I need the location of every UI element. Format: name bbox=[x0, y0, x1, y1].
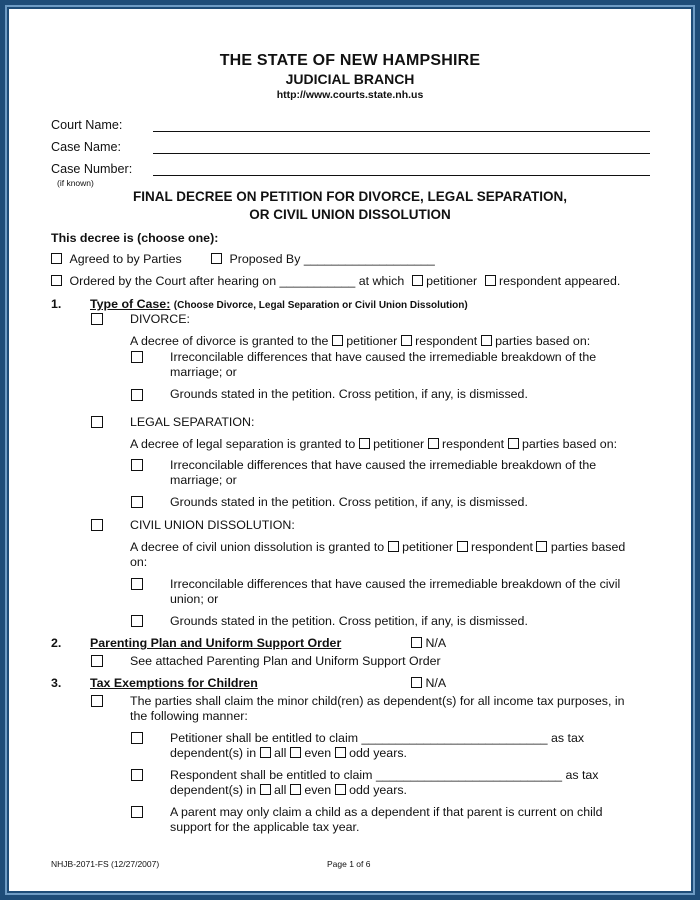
legal-granted-row bbox=[130, 437, 617, 451]
tax-claim-text2: the following manner: bbox=[130, 709, 248, 723]
parent-current-text2: support for the applicable tax year. bbox=[170, 820, 360, 834]
civil-petitioner-checkbox[interactable] bbox=[388, 541, 399, 552]
legal-petitioner-label: petitioner bbox=[373, 437, 425, 451]
appeared-respondent-checkbox[interactable] bbox=[485, 275, 496, 286]
legal-granted-text: A decree of legal separation is granted to bbox=[130, 437, 356, 451]
court-name-label: Court Name: bbox=[51, 118, 123, 132]
section-3-heading: Tax Exemptions for Children bbox=[90, 676, 258, 690]
legal-separation-label: LEGAL SEPARATION: bbox=[130, 415, 255, 429]
petitioner-claim-text: Petitioner shall be entitled to claim ___________________________ as tax bbox=[170, 731, 585, 745]
appeared-respondent-label: respondent appeared. bbox=[499, 274, 621, 288]
legal-irreconcilable-text2: marriage; or bbox=[170, 473, 237, 487]
respondent-even-label: even bbox=[304, 783, 332, 797]
court-url: http://www.courts.state.nh.us bbox=[276, 89, 424, 101]
civil-union-checkbox[interactable] bbox=[91, 519, 103, 531]
civil-irreconcilable-checkbox[interactable] bbox=[131, 578, 143, 590]
proposed-checkbox[interactable] bbox=[211, 253, 222, 264]
section-3-na-row bbox=[411, 676, 446, 690]
divorce-grounds-checkbox[interactable] bbox=[131, 389, 143, 401]
section-1-heading: Type of Case: bbox=[90, 297, 171, 311]
respondent-all-checkbox[interactable] bbox=[260, 784, 271, 795]
section-3-number: 3. bbox=[51, 676, 62, 690]
petitioner-odd-label: odd years. bbox=[349, 746, 407, 760]
civil-irreconcilable-text2: union; or bbox=[170, 592, 219, 606]
section-2-number: 2. bbox=[51, 636, 62, 650]
petitioner-odd-checkbox[interactable] bbox=[335, 747, 346, 758]
civil-granted-row bbox=[130, 540, 625, 554]
divorce-irreconcilable-checkbox[interactable] bbox=[131, 351, 143, 363]
document-page bbox=[9, 9, 691, 891]
legal-parties-label: parties based on: bbox=[521, 437, 618, 451]
respondent-claim-text: Respondent shall be entitled to claim ___________________________ as tax bbox=[170, 768, 599, 782]
legal-respondent-label: respondent bbox=[442, 437, 505, 451]
section-1-number: 1. bbox=[51, 297, 62, 311]
case-number-label: Case Number: bbox=[51, 162, 133, 176]
civil-grounds-text: Grounds stated in the petition. Cross petition, if any, is dismissed. bbox=[170, 614, 528, 628]
case-name-label: Case Name: bbox=[51, 140, 121, 154]
appeared-petitioner-label: petitioner bbox=[426, 274, 478, 288]
civil-parties-checkbox[interactable] bbox=[536, 541, 547, 552]
legal-grounds-checkbox[interactable] bbox=[131, 496, 143, 508]
ordered-checkbox[interactable] bbox=[51, 275, 62, 286]
decree-title-line1: FINAL DECREE ON PETITION FOR DIVORCE, LEGAL SEPARATION, bbox=[132, 189, 568, 204]
decree-proposed-row bbox=[211, 252, 435, 266]
decree-ordered-row bbox=[51, 274, 620, 288]
respondent-years-row bbox=[170, 783, 407, 797]
civil-granted-on: on: bbox=[130, 555, 148, 569]
form-number: NHJB-2071-FS (12/27/2007) bbox=[51, 859, 160, 869]
petitioner-claim-checkbox[interactable] bbox=[131, 732, 143, 744]
tax-claim-text1: The parties shall claim the minor child(ren) as dependent(s) for all income tax purposes, in bbox=[130, 694, 625, 708]
section-2-na-label: N/A bbox=[425, 636, 447, 650]
petitioner-all-label: all bbox=[274, 746, 287, 760]
parenting-plan-checkbox[interactable] bbox=[91, 655, 103, 667]
divorce-respondent-label: respondent bbox=[415, 334, 478, 348]
agreed-checkbox[interactable] bbox=[51, 253, 62, 264]
legal-irreconcilable-checkbox[interactable] bbox=[131, 459, 143, 471]
legal-grounds-text: Grounds stated in the petition. Cross petition, if any, is dismissed. bbox=[170, 495, 528, 509]
petitioner-all-checkbox[interactable] bbox=[260, 747, 271, 758]
divorce-parties-checkbox[interactable] bbox=[481, 335, 492, 346]
state-title: THE STATE OF NEW HAMPSHIRE bbox=[219, 52, 481, 69]
page-number: Page 1 of 6 bbox=[327, 859, 371, 869]
tax-claim-checkbox[interactable] bbox=[91, 695, 103, 707]
case-name-field[interactable] bbox=[153, 153, 650, 154]
petitioner-even-label: even bbox=[304, 746, 332, 760]
court-name-field[interactable] bbox=[153, 131, 650, 132]
decree-agreed-row bbox=[51, 252, 182, 266]
branch-title: JUDICIAL BRANCH bbox=[285, 71, 415, 87]
civil-granted-text: A decree of civil union dissolution is granted to bbox=[130, 540, 385, 554]
respondent-claim-checkbox[interactable] bbox=[131, 769, 143, 781]
respondent-odd-checkbox[interactable] bbox=[335, 784, 346, 795]
if-known-note: (if known) bbox=[57, 178, 94, 188]
respondent-even-checkbox[interactable] bbox=[290, 784, 301, 795]
civil-respondent-checkbox[interactable] bbox=[457, 541, 468, 552]
section-2-heading: Parenting Plan and Uniform Support Order bbox=[90, 636, 342, 650]
parenting-plan-text: See attached Parenting Plan and Uniform Support Order bbox=[130, 654, 441, 668]
ordered-label: Ordered by the Court after hearing on ___________ at which bbox=[69, 274, 405, 288]
legal-petitioner-checkbox[interactable] bbox=[359, 438, 370, 449]
divorce-petitioner-label: petitioner bbox=[346, 334, 398, 348]
civil-respondent-label: respondent bbox=[470, 540, 533, 554]
section-2-na-checkbox[interactable] bbox=[411, 637, 422, 648]
legal-parties-checkbox[interactable] bbox=[508, 438, 519, 449]
divorce-label: DIVORCE: bbox=[130, 312, 190, 326]
divorce-granted-row bbox=[130, 334, 590, 348]
petitioner-dependent-text: dependent(s) in bbox=[170, 746, 257, 760]
legal-respondent-checkbox[interactable] bbox=[428, 438, 439, 449]
section-1-heading-row bbox=[90, 297, 468, 311]
divorce-granted-text: A decree of divorce is granted to the bbox=[130, 334, 329, 348]
civil-grounds-checkbox[interactable] bbox=[131, 615, 143, 627]
respondent-dependent-text: dependent(s) in bbox=[170, 783, 257, 797]
divorce-checkbox[interactable] bbox=[91, 313, 103, 325]
divorce-irreconcilable-text2: marriage; or bbox=[170, 365, 237, 379]
divorce-respondent-checkbox[interactable] bbox=[401, 335, 412, 346]
divorce-petitioner-checkbox[interactable] bbox=[332, 335, 343, 346]
respondent-all-label: all bbox=[274, 783, 287, 797]
civil-irreconcilable-text1: Irreconcilable differences that have caused the irremediable breakdown of the civil bbox=[170, 577, 621, 591]
agreed-label: Agreed to by Parties bbox=[69, 252, 182, 266]
section-2-na-row bbox=[411, 636, 446, 650]
legal-separation-checkbox[interactable] bbox=[91, 416, 103, 428]
respondent-odd-label: odd years. bbox=[349, 783, 407, 797]
parent-current-text1: A parent may only claim a child as a dependent if that parent is current on child bbox=[170, 805, 603, 819]
appeared-petitioner-checkbox[interactable] bbox=[412, 275, 423, 286]
parent-current-checkbox[interactable] bbox=[131, 806, 143, 818]
divorce-grounds-text: Grounds stated in the petition. Cross petition, if any, is dismissed. bbox=[170, 387, 528, 401]
civil-union-label: CIVIL UNION DISSOLUTION: bbox=[130, 518, 295, 532]
decree-heading: This decree is (choose one): bbox=[51, 231, 219, 245]
decree-title-line2: OR CIVIL UNION DISSOLUTION bbox=[249, 207, 451, 222]
civil-petitioner-label: petitioner bbox=[402, 540, 454, 554]
section-3-na-label: N/A bbox=[425, 676, 447, 690]
section-1-note: (Choose Divorce, Legal Separation or Civil Union Dissolution) bbox=[173, 300, 468, 311]
petitioner-even-checkbox[interactable] bbox=[290, 747, 301, 758]
divorce-irreconcilable-text1: Irreconcilable differences that have caused the irremediable breakdown of the bbox=[170, 350, 597, 364]
proposed-label: Proposed By ___________________ bbox=[229, 252, 435, 266]
case-number-field[interactable] bbox=[153, 175, 650, 176]
petitioner-years-row bbox=[170, 746, 407, 760]
legal-irreconcilable-text1: Irreconcilable differences that have caused the irremediable breakdown of the bbox=[170, 458, 597, 472]
civil-parties-label: parties based bbox=[550, 540, 626, 554]
section-3-na-checkbox[interactable] bbox=[411, 677, 422, 688]
divorce-parties-label: parties based on: bbox=[495, 334, 591, 348]
